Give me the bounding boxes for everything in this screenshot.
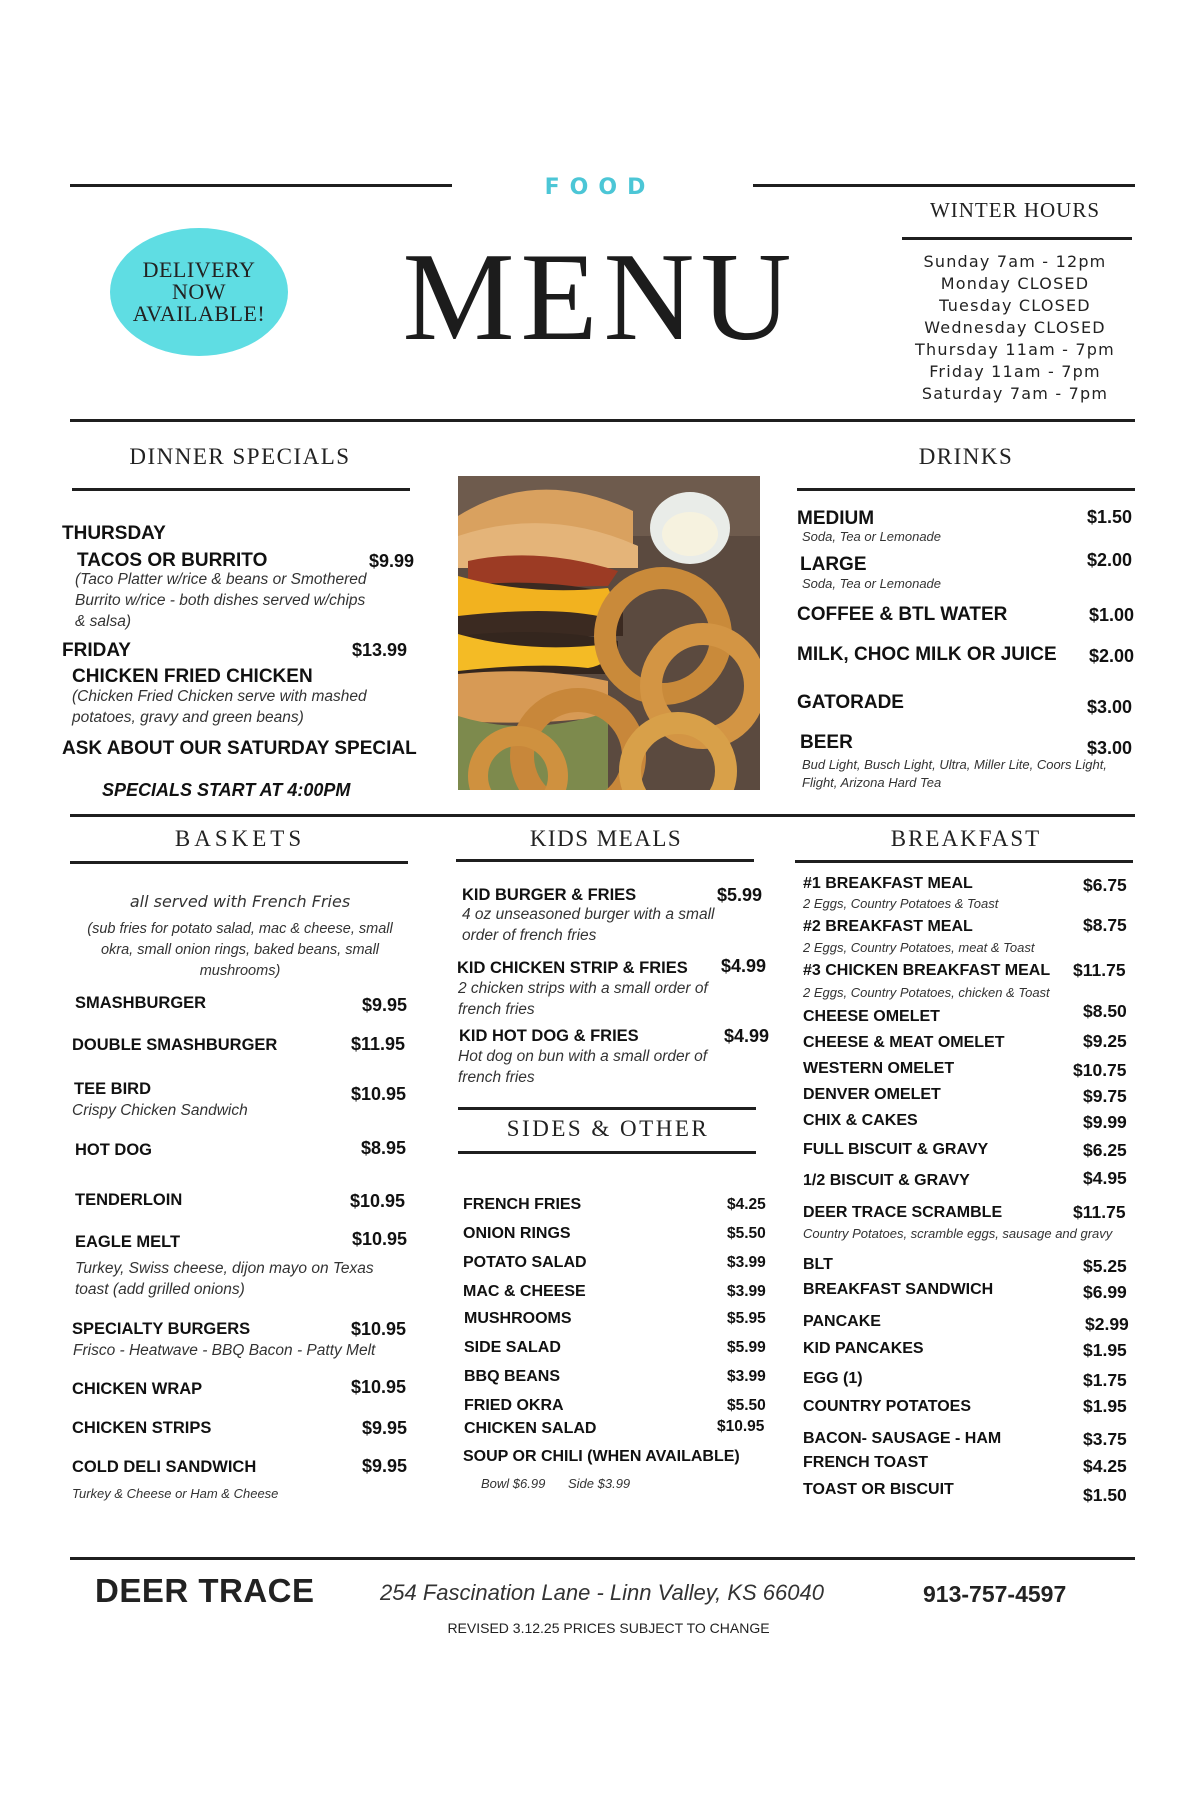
hours-line: Wednesday CLOSED: [924, 318, 1106, 337]
breakfast-price: $4.95: [1083, 1168, 1127, 1188]
drink-price: $1.00: [1089, 605, 1135, 625]
kids-item-name: KID CHICKEN STRIP & FRIES: [457, 959, 688, 977]
basket-name: TEE BIRD: [74, 1080, 152, 1098]
footer-rule: [70, 1557, 1135, 1560]
baskets-sub: okra, small onion rings, baked beans, small: [100, 942, 380, 958]
baskets-intro: all served with French Fries: [129, 892, 351, 911]
breakfast-price: $11.75: [1073, 960, 1126, 980]
breakfast-name: EGG (1): [803, 1370, 863, 1387]
special-item-desc: (Taco Platter w/rice & beans or Smothered: [75, 571, 367, 588]
basket-price: $10.95: [351, 1084, 407, 1104]
baskets-sub: (sub fries for potato salad, mac & cheese, small: [87, 921, 393, 937]
breakfast-name: FULL BISCUIT & GRAVY: [803, 1141, 989, 1158]
breakfast-name: DEER TRACE SCRAMBLE: [803, 1204, 1003, 1221]
baskets-title: BASKETS: [174, 826, 306, 851]
breakfast-price: $3.75: [1083, 1429, 1127, 1449]
basket-price: $10.95: [350, 1191, 406, 1211]
breakfast-desc: 2 Eggs, Country Potatoes, meat & Toast: [803, 940, 1035, 955]
breakfast-name: #3 CHICKEN BREAKFAST MEAL: [803, 962, 1051, 979]
delivery-line: AVAILABLE!: [132, 301, 266, 326]
hours-line: Tuesday CLOSED: [939, 296, 1091, 315]
breakfast-title: BREAKFAST: [890, 826, 1042, 851]
breakfast-name: CHEESE & MEAT OMELET: [803, 1034, 1005, 1051]
breakfast-desc: 2 Eggs, Country Potatoes & Toast: [803, 896, 999, 911]
drink-name: LARGE: [800, 554, 867, 575]
basket-price: $10.95: [352, 1229, 408, 1249]
side-name: BBQ BEANS: [464, 1368, 561, 1385]
side-price: $3.99: [727, 1368, 766, 1385]
kids-item-desc: order of french fries: [462, 927, 597, 944]
drink-name: COFFEE & BTL WATER: [797, 604, 1008, 625]
drink-desc: Bud Light, Busch Light, Ultra, Miller Lite, Coors Light,: [802, 757, 1107, 772]
sides-rule: [458, 1151, 756, 1154]
breakfast-name: COUNTRY POTATOES: [803, 1398, 972, 1415]
breakfast-price: $8.50: [1083, 1001, 1127, 1021]
breakfast-name: #1 BREAKFAST MEAL: [803, 875, 973, 892]
baskets-rule: [70, 861, 408, 864]
side-name: MUSHROOMS: [464, 1310, 572, 1327]
basket-price: $9.95: [362, 1418, 408, 1438]
side-price: $5.95: [727, 1310, 766, 1327]
hours-line: Sunday 7am - 12pm: [923, 252, 1107, 271]
dinner-specials-rule: [72, 488, 410, 491]
side-price: $3.99: [727, 1283, 766, 1300]
special-item-name: TACOS OR BURRITO: [77, 550, 268, 571]
sides-title: SIDES & OTHER: [506, 1116, 710, 1141]
saturday-special-note: ASK ABOUT OUR SATURDAY SPECIAL: [62, 738, 417, 759]
kids-item-desc: 2 chicken strips with a small order of: [458, 980, 708, 997]
side-price: $5.99: [727, 1339, 766, 1356]
special-item-price: $9.99: [369, 551, 415, 571]
breakfast-name: BLT: [803, 1256, 833, 1273]
drink-name: BEER: [800, 732, 853, 753]
basket-name: SPECIALTY BURGERS: [72, 1320, 251, 1338]
side-price: $5.50: [727, 1225, 766, 1242]
kids-item-desc: french fries: [458, 1001, 535, 1018]
breakfast-name: FRENCH TOAST: [803, 1454, 929, 1471]
menu-title: MENU: [402, 228, 798, 367]
special-day-label: THURSDAY: [62, 523, 166, 544]
breakfast-price: $6.25: [1083, 1140, 1127, 1160]
breakfast-name: TOAST OR BISCUIT: [803, 1481, 954, 1498]
breakfast-price: $5.25: [1083, 1256, 1127, 1276]
delivery-line: NOW: [171, 279, 227, 304]
side-name: SOUP OR CHILI (WHEN AVAILABLE): [463, 1448, 740, 1465]
drink-price: $2.00: [1089, 646, 1135, 666]
hours-line: Thursday 11am - 7pm: [915, 340, 1115, 359]
basket-name: TENDERLOIN: [75, 1191, 183, 1209]
drink-desc: Flight, Arizona Hard Tea: [802, 775, 942, 790]
special-item-desc: Burrito w/rice - both dishes served w/chips: [75, 592, 366, 609]
breakfast-name: WESTERN OMELET: [803, 1060, 955, 1077]
basket-name: HOT DOG: [75, 1141, 152, 1159]
breakfast-price: $1.95: [1083, 1396, 1127, 1416]
basket-desc: toast (add grilled onions): [75, 1281, 245, 1298]
special-item-desc: & salsa): [75, 613, 131, 630]
basket-desc: Turkey & Cheese or Ham & Cheese: [72, 1486, 279, 1501]
breakfast-price: $1.95: [1083, 1340, 1127, 1360]
breakfast-name: DENVER OMELET: [803, 1086, 941, 1103]
hours-line: Monday CLOSED: [940, 274, 1090, 293]
drink-desc: Soda, Tea or Lemonade: [802, 529, 942, 544]
drink-price: $2.00: [1087, 550, 1133, 570]
drink-name: MEDIUM: [797, 508, 875, 529]
side-name: FRENCH FRIES: [463, 1196, 582, 1213]
breakfast-price: $11.75: [1073, 1202, 1126, 1222]
breakfast-name: PANCAKE: [803, 1313, 881, 1330]
drink-price: $1.50: [1087, 507, 1133, 527]
revised-note: REVISED 3.12.25 PRICES SUBJECT TO CHANGE: [447, 1620, 770, 1636]
food-tag: FOOD: [544, 175, 656, 200]
basket-desc: Turkey, Swiss cheese, dijon mayo on Texas: [75, 1260, 374, 1277]
breakfast-name: CHEESE OMELET: [803, 1008, 940, 1025]
side-price: $4.25: [727, 1196, 766, 1213]
special-item-desc: (Chicken Fried Chicken serve with mashed: [72, 688, 367, 705]
basket-price: $11.95: [351, 1034, 406, 1054]
hours-line: Saturday 7am - 7pm: [921, 384, 1109, 403]
drink-price: $3.00: [1087, 738, 1133, 758]
delivery-badge: [110, 228, 288, 356]
drink-name: GATORADE: [797, 692, 904, 713]
side-price: $10.95: [717, 1418, 765, 1435]
breakfast-rule: [795, 860, 1133, 863]
breakfast-price: $9.75: [1083, 1086, 1127, 1106]
breakfast-price: $4.25: [1083, 1456, 1127, 1476]
side-name: MAC & CHEESE: [463, 1283, 586, 1300]
basket-price: $9.95: [362, 1456, 408, 1476]
basket-name: COLD DELI SANDWICH: [72, 1458, 257, 1476]
drink-desc: Soda, Tea or Lemonade: [802, 576, 942, 591]
drink-name: MILK, CHOC MILK OR JUICE: [797, 644, 1057, 665]
soup-bowl-price: Bowl $6.99: [481, 1476, 546, 1491]
kids-item-name: KID BURGER & FRIES: [462, 886, 637, 904]
breakfast-name: KID PANCAKES: [803, 1340, 924, 1357]
breakfast-price: $6.75: [1083, 875, 1127, 895]
breakfast-desc: Country Potatoes, scramble eggs, sausage and gravy: [803, 1226, 1113, 1241]
basket-name: CHICKEN WRAP: [72, 1380, 203, 1398]
breakfast-price: $9.25: [1083, 1031, 1127, 1051]
sides-top-rule: [458, 1107, 756, 1110]
restaurant-address: 254 Fascination Lane - Linn Valley, KS 66040: [380, 1580, 824, 1605]
breakfast-name: 1/2 BISCUIT & GRAVY: [803, 1172, 970, 1189]
kids-item-price: $4.99: [721, 956, 767, 976]
kids-meals-rule: [456, 859, 754, 862]
breakfast-price: $2.99: [1085, 1314, 1129, 1334]
soup-side-price: Side $3.99: [568, 1476, 631, 1491]
special-item-price: $13.99: [352, 640, 408, 660]
basket-name: DOUBLE SMASHBURGER: [72, 1036, 278, 1054]
breakfast-name: CHIX & CAKES: [803, 1112, 918, 1129]
drink-price: $3.00: [1087, 697, 1133, 717]
drinks-rule: [797, 488, 1135, 491]
baskets-sub: mushrooms): [199, 963, 281, 979]
middle-rule: [70, 814, 1135, 817]
breakfast-name: BREAKFAST SANDWICH: [803, 1281, 994, 1298]
specials-start-note: SPECIALS START AT 4:00PM: [102, 780, 351, 800]
breakfast-price: $1.75: [1083, 1370, 1127, 1390]
hours-line: Friday 11am - 7pm: [929, 362, 1101, 381]
kids-item-price: $5.99: [717, 885, 763, 905]
side-name: POTATO SALAD: [463, 1254, 587, 1271]
side-name: CHICKEN SALAD: [464, 1420, 597, 1437]
restaurant-name: DEER TRACE: [95, 1572, 315, 1609]
delivery-line: DELIVERY: [142, 257, 256, 282]
breakfast-price: $8.75: [1083, 915, 1127, 935]
basket-name: SMASHBURGER: [75, 994, 207, 1012]
hours-rule: [902, 237, 1132, 240]
basket-price: $8.95: [361, 1138, 407, 1158]
special-day-label: FRIDAY: [62, 640, 131, 661]
breakfast-price: $1.50: [1083, 1485, 1127, 1505]
header-bottom-rule: [70, 419, 1135, 422]
dinner-specials-title: DINNER SPECIALS: [129, 444, 351, 469]
special-item-desc: potatoes, gravy and green beans): [72, 709, 304, 726]
breakfast-desc: 2 Eggs, Country Potatoes, chicken & Toast: [803, 985, 1050, 1000]
breakfast-price: $6.99: [1083, 1282, 1127, 1302]
basket-price: $10.95: [351, 1319, 407, 1339]
basket-name: CHICKEN STRIPS: [72, 1419, 212, 1437]
basket-price: $9.95: [362, 995, 408, 1015]
basket-name: EAGLE MELT: [75, 1233, 181, 1251]
breakfast-name: #2 BREAKFAST MEAL: [803, 918, 973, 935]
breakfast-price: $10.75: [1073, 1060, 1127, 1080]
side-price: $5.50: [727, 1397, 766, 1414]
breakfast-name: BACON- SAUSAGE - HAM: [803, 1430, 1002, 1447]
kids-item-desc: 4 oz unseasoned burger with a small: [462, 906, 715, 923]
burger-photo: [458, 476, 760, 790]
side-price: $3.99: [727, 1254, 766, 1271]
kids-item-desc: Hot dog on bun with a small order of: [458, 1048, 707, 1065]
hours-title: WINTER HOURS: [929, 198, 1101, 222]
kids-item-desc: french fries: [458, 1069, 535, 1086]
side-name: SIDE SALAD: [464, 1339, 561, 1356]
restaurant-phone: 913-757-4597: [923, 1581, 1067, 1607]
special-item-name: CHICKEN FRIED CHICKEN: [72, 666, 313, 687]
drinks-title: DRINKS: [918, 444, 1014, 469]
side-name: FRIED OKRA: [464, 1397, 564, 1414]
side-name: ONION RINGS: [463, 1225, 571, 1242]
breakfast-price: $9.99: [1083, 1112, 1127, 1132]
kids-item-price: $4.99: [724, 1026, 770, 1046]
kids-item-name: KID HOT DOG & FRIES: [459, 1027, 639, 1045]
basket-price: $10.95: [351, 1377, 407, 1397]
kids-meals-title: KIDS MEALS: [529, 826, 683, 851]
basket-desc: Crispy Chicken Sandwich: [72, 1102, 248, 1119]
basket-desc: Frisco - Heatwave - BBQ Bacon - Patty Melt: [73, 1342, 376, 1359]
